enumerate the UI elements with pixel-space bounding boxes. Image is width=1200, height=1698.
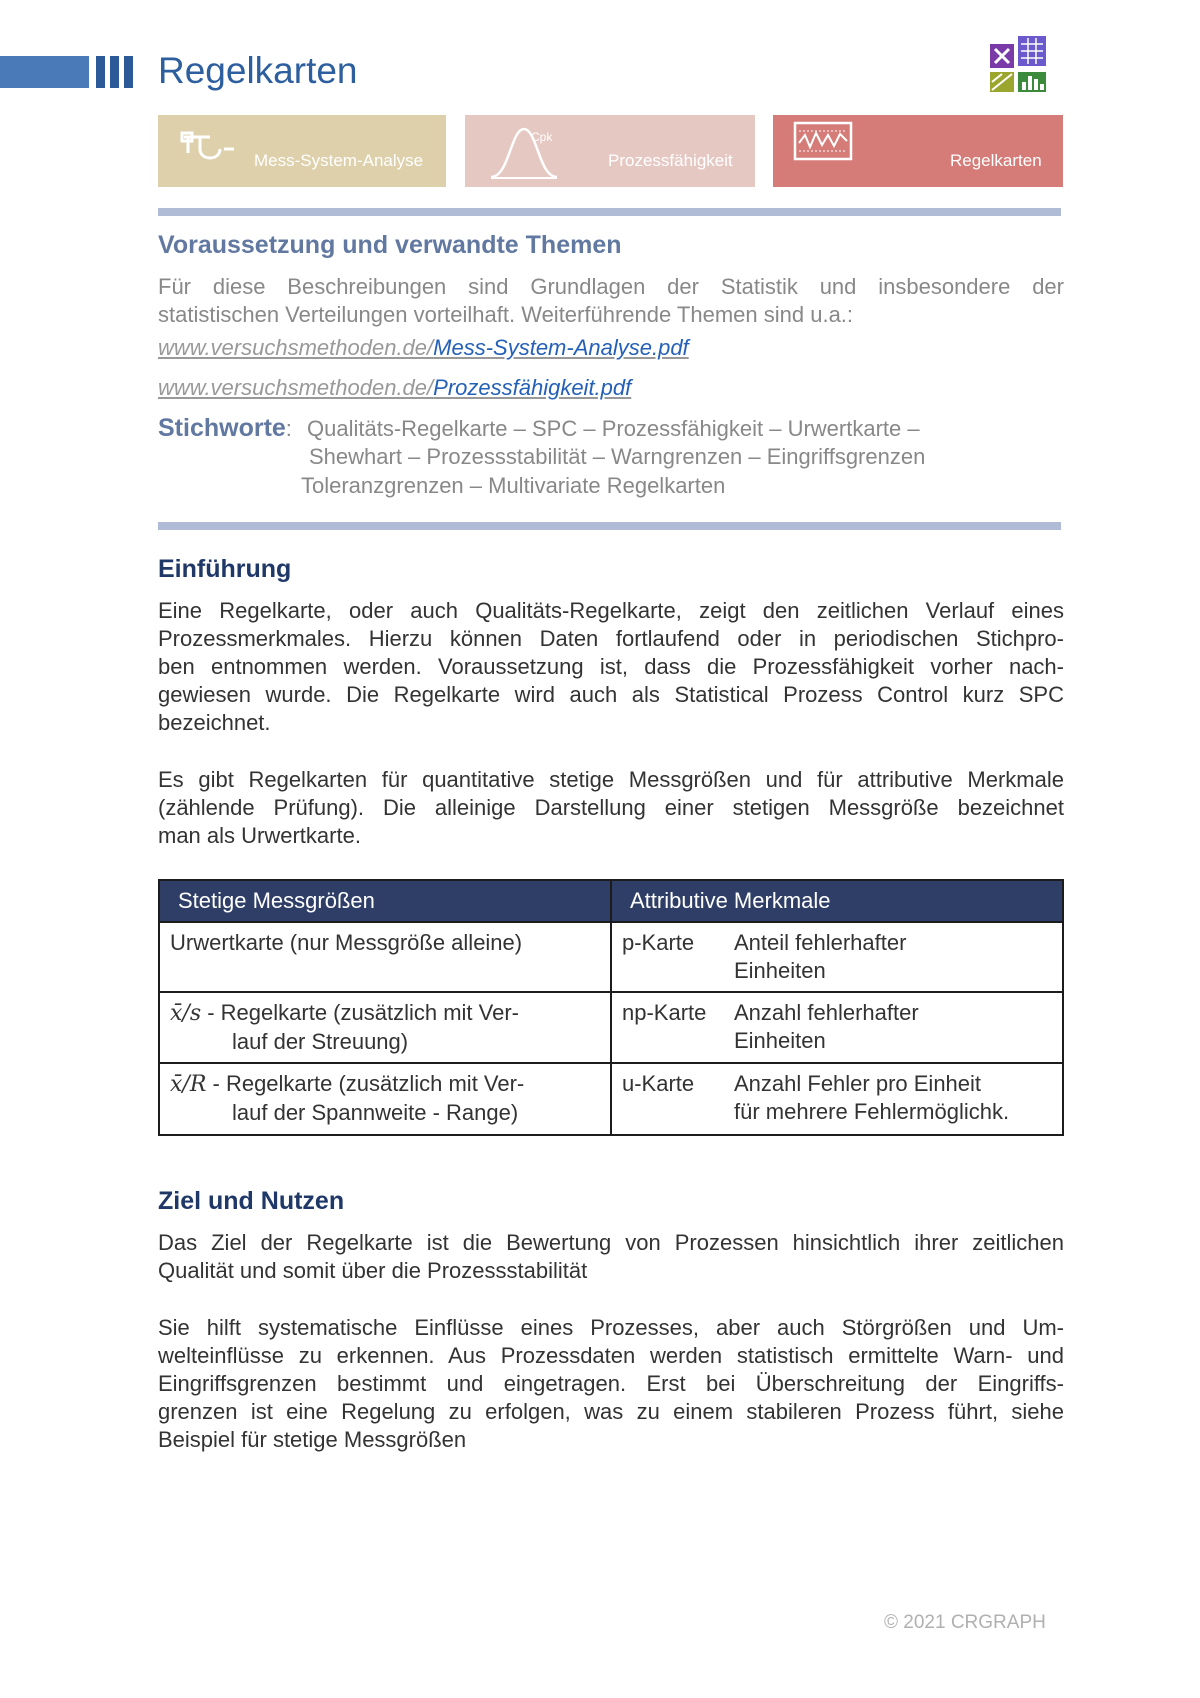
tab-label: Prozessfähigkeit: [608, 151, 733, 170]
goal-para2-line-2: welteinflüsse zu erkennen. Aus Prozessdaten werden statistisch ermittelte Warn- und: [158, 1343, 1064, 1368]
keywords-line-2: Shewhart – Prozessstabilität – Warngrenzen – Eingriffsgrenzen: [309, 444, 926, 469]
bell-curve-cpk-icon: [489, 121, 559, 181]
table-cell: p-Karte Anteil fehlerhafter Einheiten: [611, 922, 1063, 992]
tab-label: Regelkarten: [950, 151, 1042, 170]
link-mess-system-analyse[interactable]: www.versuchsmethoden.de/Mess-System-Analyse.pdf: [158, 335, 689, 360]
svg-text:Cpk: Cpk: [531, 130, 553, 144]
keywords-line-1: Qualitäts-Regelkarte – SPC – Prozessfähigkeit – Urwertkarte –: [307, 416, 920, 441]
header-bar-1: [96, 56, 105, 88]
table-cell: Urwertkarte (nur Messgröße alleine): [159, 922, 611, 992]
link-prozessfaehigkeit[interactable]: www.versuchsmethoden.de/Prozessfähigkeit.pdf: [158, 375, 632, 400]
heading-voraussetzung: Voraussetzung und verwandte Themen: [158, 231, 622, 259]
table-row: [159, 922, 1063, 992]
intro-para2-line-1: Es gibt Regelkarten für quantitative stetige Messgrößen und für attributive Merkmale: [158, 767, 1064, 792]
crgraph-logo-icon: [988, 34, 1048, 94]
heading-ziel-und-nutzen: Ziel und Nutzen: [158, 1187, 345, 1215]
page-title: Regelkarten: [158, 50, 358, 91]
heading-einfuehrung: Einführung: [158, 555, 292, 583]
goal-para1-line-2: Qualität und somit über die Prozessstabilität: [158, 1258, 588, 1283]
chart-types-table: [158, 879, 1064, 1136]
intro-para1-line-2: Prozessmerkmales. Hierzu können Daten fortlaufend oder in periodischen Stichpro-: [158, 626, 1064, 651]
tab-mess-system-analyse[interactable]: [158, 115, 446, 187]
tab-label: Mess-System-Analyse: [254, 151, 424, 170]
intro-para1-line-3: ben entnommen werden. Voraussetzung ist, dass die Prozessfähigkeit vorher nach-: [158, 654, 1064, 679]
header-bar-3: [124, 56, 133, 88]
table-header-row: [159, 880, 1063, 922]
header-bar-2: [110, 56, 119, 88]
table-cell: x̄/R - Regelkarte (zusätzlich mit Ver- lauf der Spannweite - Range): [159, 1063, 611, 1135]
keywords-line-3: Toleranzgrenzen – Multivariate Regelkarten: [301, 473, 726, 498]
table-header-stetige: Stetige Messgrößen: [159, 880, 611, 922]
table-cell: x̄/s - Regelkarte (zusätzlich mit Ver- lauf der Streuung): [159, 992, 611, 1063]
intro-para1-line-4: gewiesen wurde. Die Regelkarte wird auch als Statistical Prozess Control kurz SPC: [158, 682, 1064, 707]
goal-para1-line-1: Das Ziel der Regelkarte ist die Bewertung von Prozessen hinsichtlich ihrer zeitlichen: [158, 1230, 1064, 1255]
footer-copyright: © 2021 CRGRAPH: [884, 1612, 1046, 1633]
prereq-line-2: statistischen Verteilungen vorteilhaft. Weiterführende Themen sind u.a.:: [158, 302, 854, 327]
intro-para1-line-5: bezeichnet.: [158, 710, 271, 735]
intro-para2-line-3: man als Urwertkarte.: [158, 823, 361, 848]
table-cell: np-Karte Anzahl fehlerhafter Einheiten: [611, 992, 1063, 1063]
tab-prozessfaehigkeit[interactable]: [465, 115, 755, 187]
goal-para2-line-3: Eingriffsgrenzen bestimmt und eingetragen. Erst bei Überschreitung der Eingriffs-: [158, 1371, 1064, 1396]
section-divider: [158, 522, 1061, 530]
header-bar-main: [0, 56, 89, 88]
intro-para1-line-1: Eine Regelkarte, oder auch Qualitäts-Regelkarte, zeigt den zeitlichen Verlauf eines: [158, 598, 1064, 623]
keywords-label: Stichworte:: [158, 414, 292, 442]
table-row: [159, 1063, 1063, 1135]
table-row: [159, 992, 1063, 1063]
caliper-icon: [180, 131, 238, 165]
intro-para2-line-2: (zählende Prüfung). Die alleinige Darstellung einer stetigen Messgröße bezeichnet: [158, 795, 1064, 820]
goal-para2-line-5: Beispiel für stetige Messgrößen: [158, 1427, 467, 1452]
goal-para2-line-4: grenzen ist eine Regelung zu erfolgen, was zu einem stabileren Prozess führt, siehe: [158, 1399, 1064, 1424]
control-chart-icon: [793, 121, 853, 161]
table-cell: u-Karte Anzahl Fehler pro Einheit für mehrere Fehlermöglichk.: [611, 1063, 1063, 1135]
table-header-attributive: Attributive Merkmale: [611, 880, 1063, 922]
prereq-line-1: Für diese Beschreibungen sind Grundlagen der Statistik und insbesondere der: [158, 274, 1064, 299]
goal-para2-line-1: Sie hilft systematische Einflüsse eines Prozesses, aber auch Störgrößen und Um-: [158, 1315, 1064, 1340]
tab-regelkarten[interactable]: [773, 115, 1063, 187]
section-divider: [158, 208, 1061, 216]
